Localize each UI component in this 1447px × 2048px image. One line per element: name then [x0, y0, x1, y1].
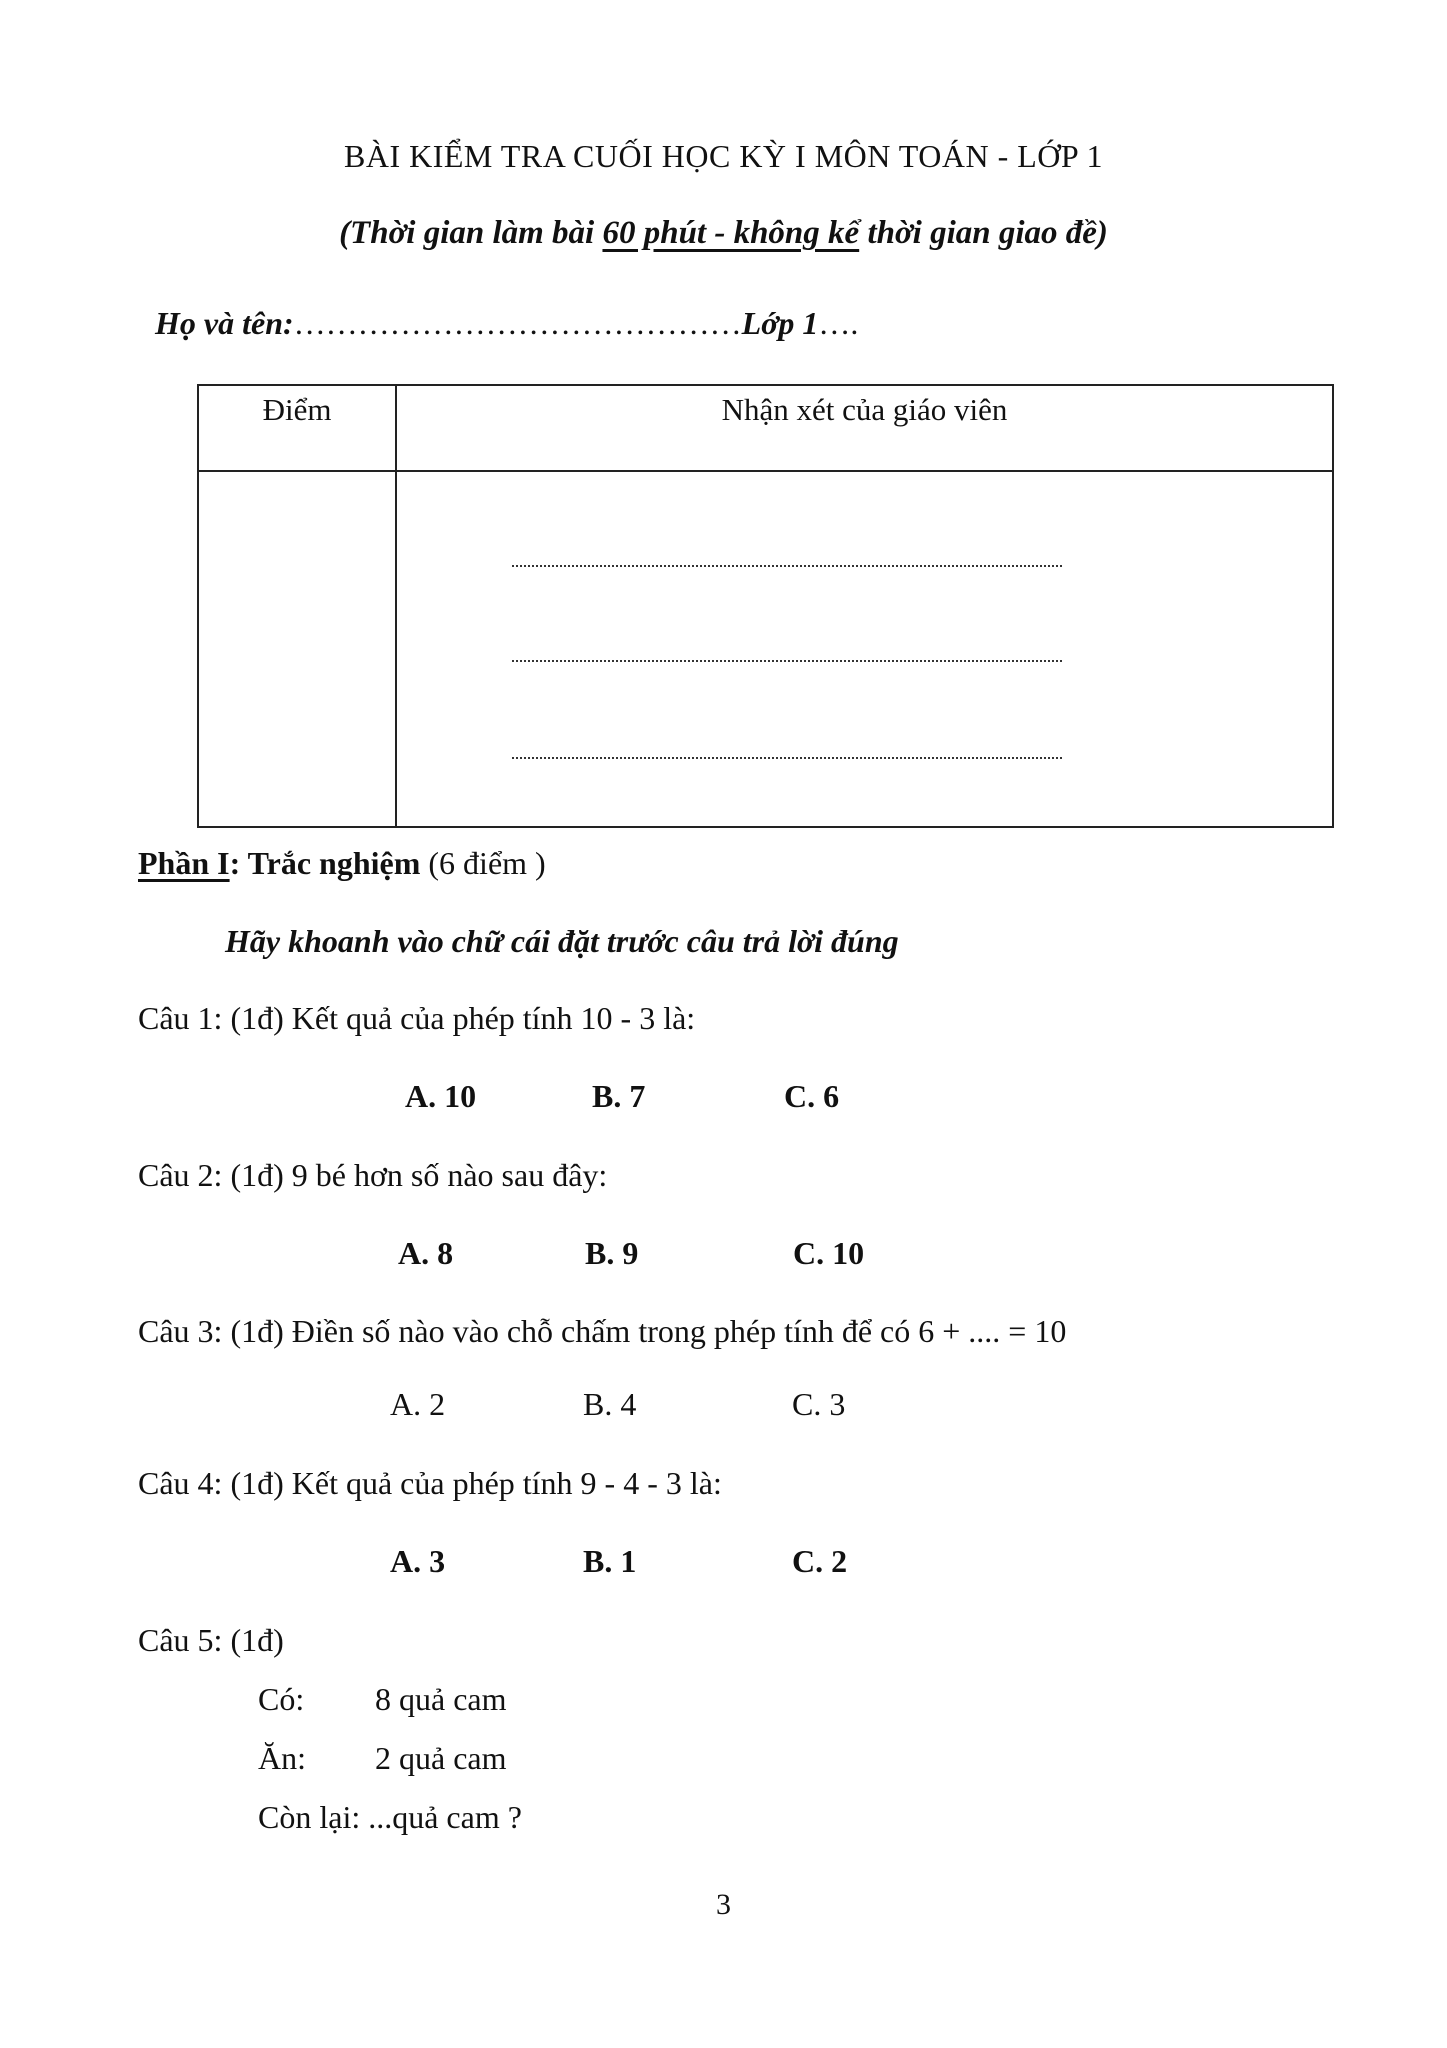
part1-label: Phần I: [138, 845, 230, 881]
q5-eat-value: 2 quả cam: [375, 1740, 507, 1776]
time-note-after: thời gian giao đề): [859, 215, 1108, 251]
question-5: Câu 5: (1đ): [138, 1622, 284, 1658]
q3-option-c[interactable]: C. 3: [792, 1386, 846, 1422]
q2-option-b[interactable]: B. 9: [585, 1235, 639, 1271]
time-note-before: (Thời gian làm bài: [339, 215, 603, 251]
part1-colon: :: [229, 845, 241, 881]
q1-option-c[interactable]: C. 6: [784, 1078, 840, 1114]
page-title: BÀI KIỂM TRA CUỐI HỌC KỲ I MÔN TOÁN - LỚP 1: [344, 138, 1103, 174]
comment-dotted-line[interactable]: [512, 757, 1062, 759]
name-row: [155, 305, 858, 342]
name-field[interactable]: ……………………………………: [293, 305, 742, 341]
q4-option-a[interactable]: A. 3: [390, 1543, 446, 1579]
instruction: Hãy khoanh vào chữ cái đặt trước câu trả lời đúng: [225, 923, 899, 959]
q2-option-a[interactable]: A. 8: [398, 1235, 454, 1271]
q2-option-c[interactable]: C. 10: [793, 1235, 865, 1271]
name-label: Họ và tên:: [155, 305, 294, 341]
q5-have-label: Có:: [258, 1681, 305, 1717]
time-note-underlined: 60 phút - không kể: [602, 215, 860, 251]
q5-have-value: 8 quả cam: [375, 1681, 507, 1717]
page-number: 3: [716, 1888, 731, 1921]
question-3: Câu 3: (1đ) Điền số nào vào chỗ chấm trong phép tính để có 6 + .... = 10: [138, 1313, 1067, 1349]
q1-option-b[interactable]: B. 7: [592, 1078, 646, 1114]
part1-title: Trắc nghiệm: [240, 845, 421, 881]
part1-points: (6 điểm ): [420, 845, 546, 881]
class-field[interactable]: ….: [818, 305, 859, 341]
q4-option-b[interactable]: B. 1: [583, 1543, 637, 1579]
q3-option-a[interactable]: A. 2: [390, 1386, 446, 1422]
question-1: Câu 1: (1đ) Kết quả của phép tính 10 - 3 là:: [138, 1000, 696, 1036]
comment-dotted-line[interactable]: [512, 565, 1062, 567]
time-note: [0, 215, 1447, 252]
score-table: [197, 384, 1334, 828]
q4-option-c[interactable]: C. 2: [792, 1543, 848, 1579]
question-4: Câu 4: (1đ) Kết quả của phép tính 9 - 4 - 3 là:: [138, 1465, 722, 1501]
q5-remaining[interactable]: Còn lại: ...quả cam ?: [258, 1799, 522, 1835]
comment-cell[interactable]: [396, 471, 1333, 827]
q5-eat-label: Ăn:: [258, 1740, 306, 1776]
q1-option-a[interactable]: A. 10: [405, 1078, 477, 1114]
q3-option-b[interactable]: B. 4: [583, 1386, 637, 1422]
part1-heading: [138, 845, 546, 882]
comment-dotted-line[interactable]: [512, 660, 1062, 662]
class-label: Lớp 1: [741, 305, 819, 341]
comment-header: Nhận xét của giáo viên: [396, 385, 1333, 471]
question-2: Câu 2: (1đ) 9 bé hơn số nào sau đây:: [138, 1157, 608, 1193]
score-header: Điểm: [198, 385, 396, 471]
score-cell[interactable]: [198, 471, 396, 827]
